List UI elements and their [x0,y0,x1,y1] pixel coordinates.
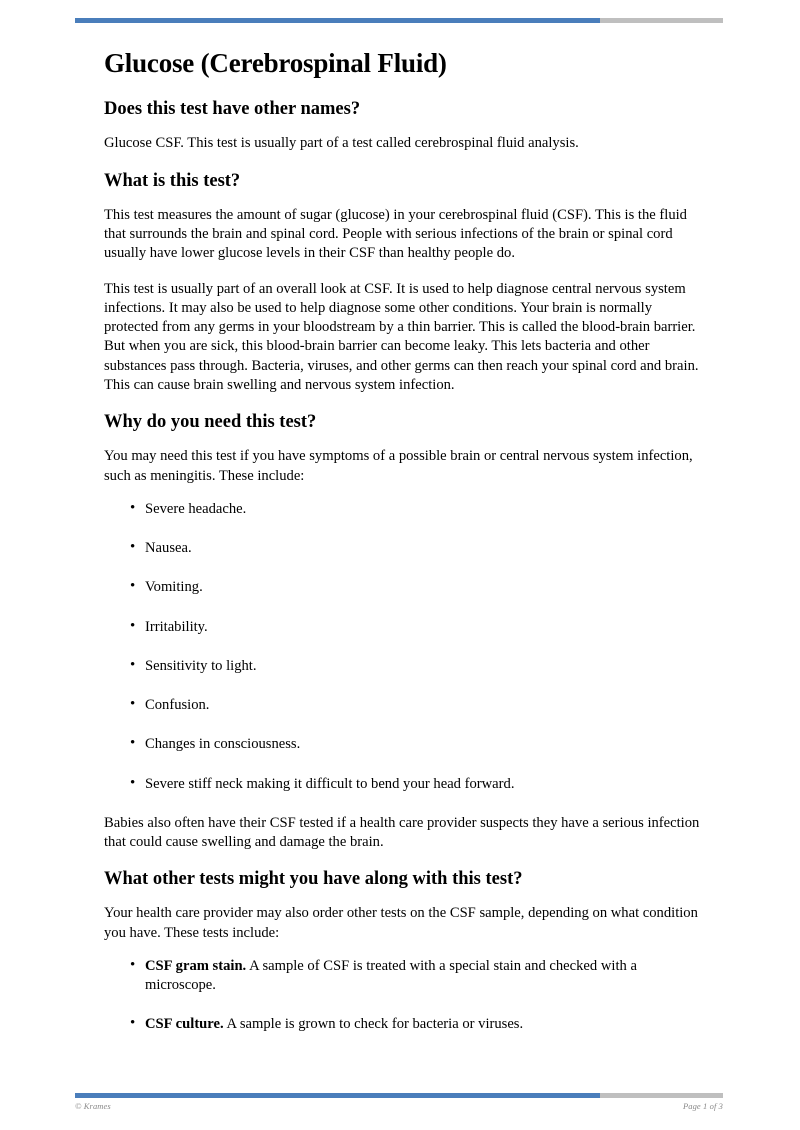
list-item: • Changes in consciousness. [104,735,700,754]
list-item [104,957,700,996]
document-content [104,48,700,1055]
list-item: • Irritability. [104,618,700,637]
footer-rule [75,1093,723,1098]
section-intro-paragraph: You may need this test if you have symptoms of a possible brain or central nervous system infection, such as meningitis. These include: [104,448,693,484]
list-item: • Sensitivity to light. [104,657,700,676]
page-title: Glucose (Cerebrospinal Fluid) [104,48,447,78]
section-heading-why-need-test: Why do you need this test? [104,412,317,433]
footer-rule-gray-segment [600,1093,723,1098]
list-item-term: CSF gram stain. [145,957,247,974]
list-item: • Nausea. [104,539,700,558]
header-rule [75,18,723,23]
list-item [104,1015,700,1034]
section-outro-paragraph: Babies also often have their CSF tested if a health care provider suspects they have a serious infection that could cause swelling and damage the brain. [104,814,700,851]
header-rule-gray-segment [600,18,723,23]
related-tests-list [104,957,700,1035]
footer-rule-blue-segment [75,1093,600,1098]
section-heading-what-is-this-test: What is this test? [104,170,241,191]
section-intro-paragraph: Your health care provider may also order other tests on the CSF sample, depending on what condition you have. These tests include: [104,905,698,941]
page-footer [75,1101,723,1111]
page-number: Page 1 of 3 [682,1101,723,1111]
list-item: • Severe stiff neck making it difficult to bend your head forward. [104,775,700,794]
symptom-list [104,500,700,794]
section-paragraph: This test measures the amount of sugar (glucose) in your cerebrospinal fluid (CSF). This is the fluid that surrounds the brain and spinal cord. People with serious infections of the brain or spinal cord usually have lower glucose levels in their CSF than healthy people do. [104,206,687,262]
list-item-description: A sample is grown to check for bacteria or viruses. [226,1016,524,1033]
list-item-description: A sample of CSF is treated with a special stain and checked with a microscope. [145,957,637,994]
header-rule-blue-segment [75,18,600,23]
copyright-text: © Krames [75,1101,111,1111]
list-item: • Confusion. [104,696,700,715]
section-paragraph: This test is usually part of an overall look at CSF. It is used to help diagnose central nervous system infections. It may also be used to help diagnose some other conditions. Your brain is normally protected from any germs in your bloodstream by a thin barrier. This is called the blood-brain barrier. But when you are sick, this blood-brain barrier can become leaky. This lets bacteria and other substances pass through. Bacteria, viruses, and other germs can then reach your spinal cord and brain. This can cause brain swelling and nervous system infection. [104,280,699,393]
section-paragraph: Glucose CSF. This test is usually part of a test called cerebrospinal fluid analysis. [104,135,579,152]
section-heading-other-names: Does this test have other names? [104,99,361,120]
list-item: • Severe headache. [104,500,700,519]
list-item-term: CSF culture. [145,1016,224,1033]
list-item: • Vomiting. [104,578,700,597]
section-heading-other-tests: What other tests might you have along with this test? [104,869,523,890]
